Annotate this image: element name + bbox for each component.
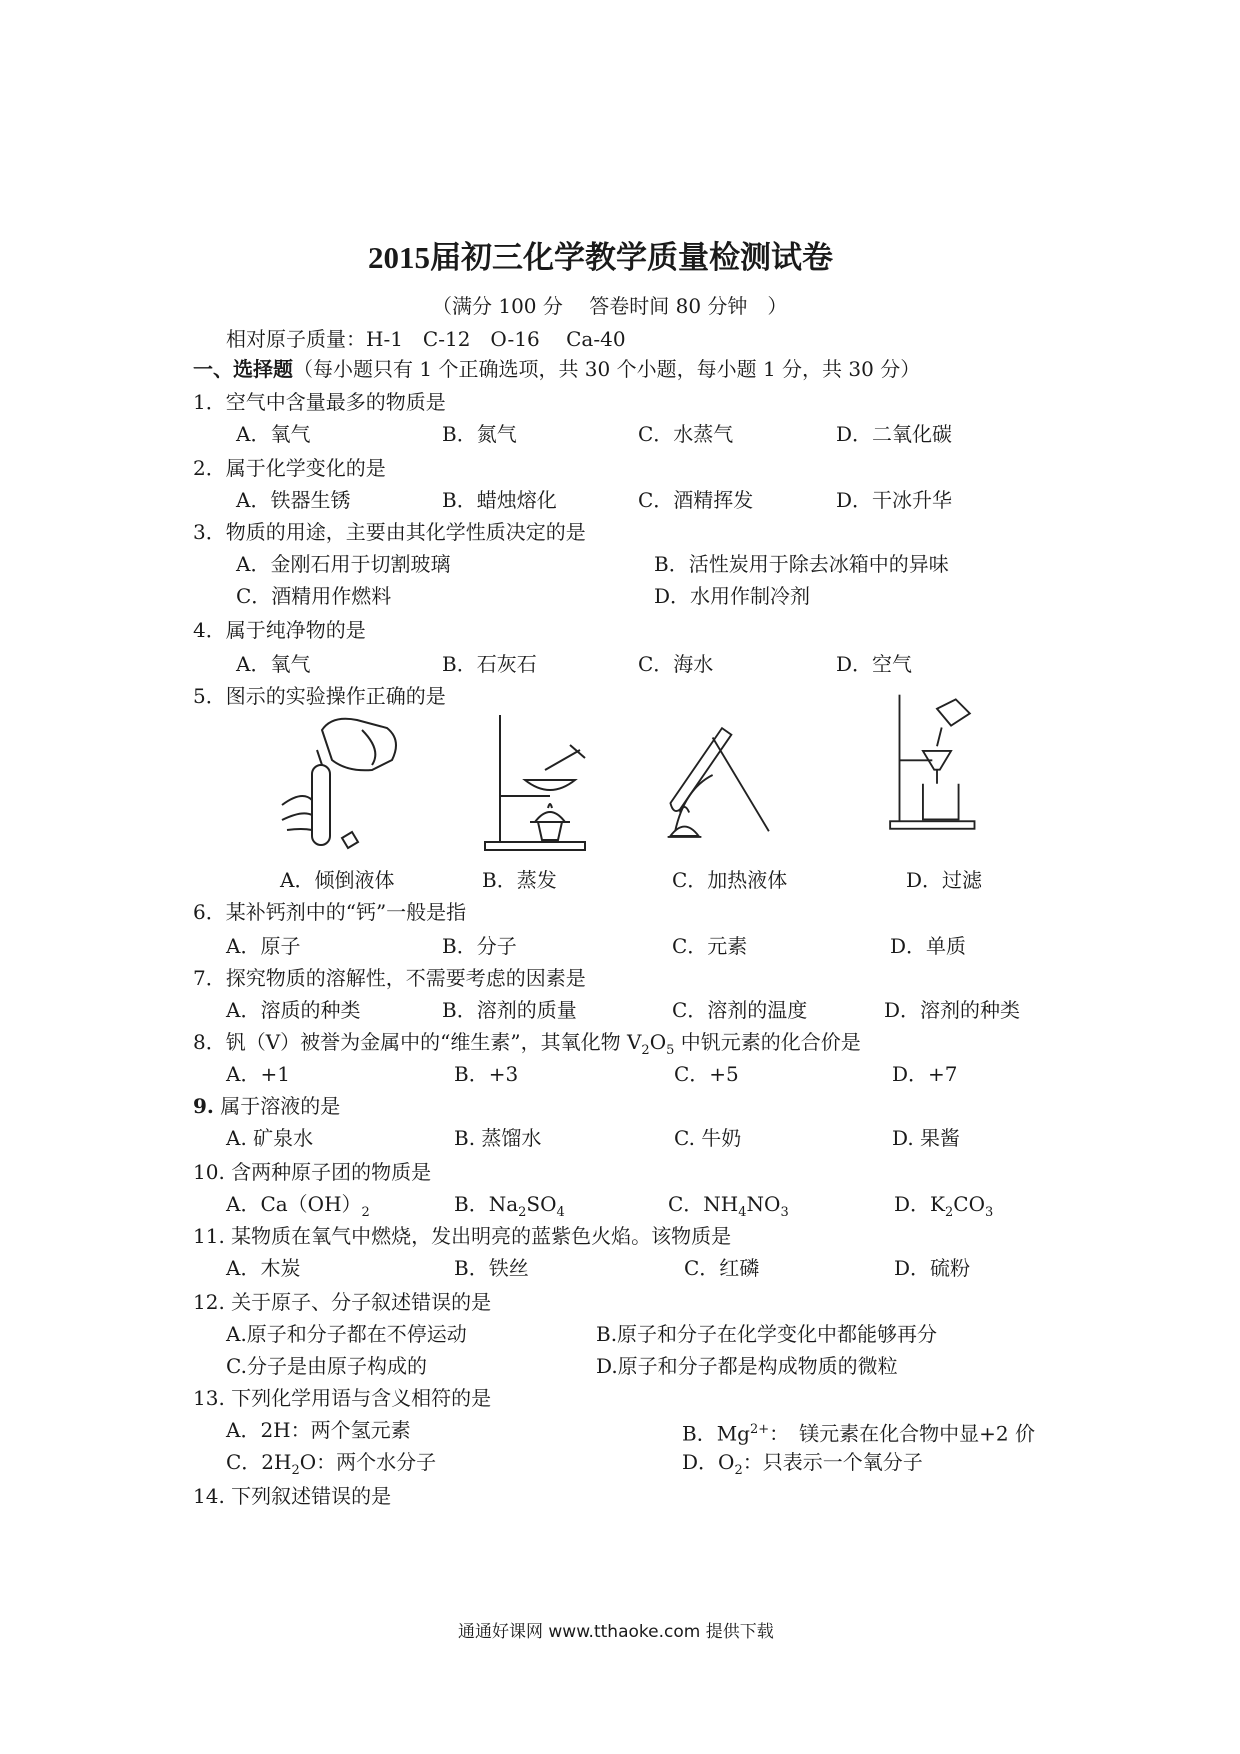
question-10-stem: 10. 含两种原子团的物质是 xyxy=(193,1160,432,1184)
q10-d-sub: 2 xyxy=(944,1205,954,1220)
q2-option-a: A．铁器生锈 xyxy=(236,488,351,512)
q3-option-b: B．活性炭用于除去冰箱中的异味 xyxy=(654,552,949,576)
q4-option-a: A．氧气 xyxy=(236,652,311,676)
section-note: （每小题只有 1 个正确选项，共 30 个小题，每小题 1 分，共 30 分） xyxy=(293,357,921,381)
q13-d-sub: 2 xyxy=(734,1463,743,1478)
q13-b-sup: 2+ xyxy=(749,1422,770,1437)
q7-option-b: B．溶剂的质量 xyxy=(442,998,577,1022)
q10-option-d xyxy=(894,1192,993,1225)
q9-stem-text: 属于溶液的是 xyxy=(213,1094,341,1118)
q7-option-a: A．溶质的种类 xyxy=(226,998,361,1022)
q7-option-c: C．溶剂的温度 xyxy=(672,998,808,1022)
exam-info: （满分 100 分 答卷时间 80 分钟 ） xyxy=(432,294,788,318)
q1-option-c: C．水蒸气 xyxy=(638,422,734,446)
question-13-stem: 13. 下列化学用语与含义相符的是 xyxy=(193,1386,492,1410)
q1-option-d: D．二氧化碳 xyxy=(836,422,953,446)
q13-b-text: B．Mg xyxy=(682,1421,750,1446)
filtration-figure xyxy=(882,690,992,840)
page-title: 2015届初三化学教学质量检测试卷 xyxy=(368,240,833,275)
question-2-stem: 2．属于化学变化的是 xyxy=(193,456,386,480)
section-title: 一、选择题 xyxy=(193,357,293,381)
q13-option-a: A．2H：两个氢元素 xyxy=(226,1418,411,1442)
q6-option-c: C．元素 xyxy=(672,934,748,958)
q9-number: 9. xyxy=(193,1094,214,1118)
q4-option-c: C．海水 xyxy=(638,652,714,676)
q10-option-b xyxy=(454,1192,565,1225)
q10-c-text: NO xyxy=(746,1192,781,1216)
evaporation-figure xyxy=(480,710,610,860)
question-8-stem xyxy=(193,1030,861,1063)
q13-option-d xyxy=(682,1450,923,1483)
q10-b-text: SO xyxy=(526,1192,557,1216)
q9-option-c: C. 牛奶 xyxy=(674,1126,742,1150)
question-5-stem: 5．图示的实验操作正确的是 xyxy=(193,684,446,708)
q5-option-c: C．加热液体 xyxy=(672,868,788,892)
q10-option-c xyxy=(668,1192,789,1225)
q5-option-a: A．倾倒液体 xyxy=(280,868,395,892)
q10-c-sub: 4 xyxy=(738,1205,747,1220)
q10-c-sub: 3 xyxy=(780,1205,789,1220)
question-1-stem: 1．空气中含量最多的物质是 xyxy=(193,390,446,414)
q8-option-a: A．+1 xyxy=(226,1062,290,1086)
q10-d-text: CO xyxy=(953,1192,985,1216)
q11-option-a: A．木炭 xyxy=(226,1256,301,1280)
q13-option-b xyxy=(682,1418,1035,1446)
q13-option-c xyxy=(226,1450,436,1483)
q13-d-text: D．O xyxy=(682,1450,735,1474)
q12-option-a: A.原子和分子都在不停运动 xyxy=(226,1322,467,1346)
q13-c-sub: 2 xyxy=(291,1463,300,1478)
q2-option-b: B．蜡烛熔化 xyxy=(442,488,557,512)
q12-option-d: D.原子和分子都是构成物质的微粒 xyxy=(596,1354,898,1378)
q10-b-text: B．Na xyxy=(454,1192,519,1216)
atomic-masses: 相对原子质量：H-1 C-12 O-16 Ca-40 xyxy=(226,327,626,351)
section-heading xyxy=(193,357,920,381)
q8-stem-text: 8．钒（V）被誉为金属中的“维生素”，其氧化物 V xyxy=(193,1030,642,1054)
q12-option-c: C.分子是由原子构成的 xyxy=(226,1354,427,1378)
question-9-stem xyxy=(193,1094,340,1118)
q8-option-c: C．+5 xyxy=(674,1062,739,1086)
q10-option-a xyxy=(226,1192,370,1225)
q13-d-text: ：只表示一个氧分子 xyxy=(742,1450,923,1474)
question-11-stem: 11. 某物质在氧气中燃烧，发出明亮的蓝紫色火焰。该物质是 xyxy=(193,1224,732,1248)
q13-c-text: O：两个水分子 xyxy=(299,1450,437,1474)
q3-option-c: C．酒精用作燃料 xyxy=(236,584,392,608)
q12-option-b: B.原子和分子在化学变化中都能够再分 xyxy=(596,1322,938,1346)
q6-option-b: B．分子 xyxy=(442,934,517,958)
q13-c-text: C．2H xyxy=(226,1450,292,1474)
q10-c-text: C．NH xyxy=(668,1192,739,1216)
question-3-stem: 3．物质的用途，主要由其化学性质决定的是 xyxy=(193,520,586,544)
q10-b-sub: 2 xyxy=(518,1205,527,1220)
q1-option-b: B．氮气 xyxy=(442,422,517,446)
q5-option-b: B．蒸发 xyxy=(482,868,557,892)
q9-option-a: A. 矿泉水 xyxy=(226,1126,314,1150)
q1-option-a: A．氧气 xyxy=(236,422,311,446)
q8-stem-text: 中钒元素的化合价是 xyxy=(674,1030,861,1054)
q8-stem-text: O xyxy=(649,1030,667,1054)
q8-sub: 2 xyxy=(641,1043,650,1058)
q4-option-b: B．石灰石 xyxy=(442,652,537,676)
question-6-stem: 6．某补钙剂中的“钙”一般是指 xyxy=(193,900,467,924)
q10-a-text: A．Ca（OH） xyxy=(226,1192,362,1216)
q5-option-d: D．过滤 xyxy=(906,868,983,892)
q11-option-b: B．铁丝 xyxy=(454,1256,529,1280)
q9-option-d: D. 果酱 xyxy=(892,1126,961,1150)
q11-option-c: C．红磷 xyxy=(684,1256,760,1280)
q10-d-sub: 3 xyxy=(984,1205,994,1220)
heating-liquid-figure xyxy=(652,700,792,850)
q13-b-text: ： 镁元素在化合物中显+2 价 xyxy=(769,1421,1035,1446)
question-14-stem: 14. 下列叙述错误的是 xyxy=(193,1484,392,1508)
q10-a-sub: 2 xyxy=(361,1205,370,1220)
q11-option-d: D．硫粉 xyxy=(894,1256,971,1280)
q7-option-d: D．溶剂的种类 xyxy=(884,998,1021,1022)
q3-option-d: D．水用作制冷剂 xyxy=(654,584,811,608)
q10-d-text: D．K xyxy=(894,1192,945,1216)
q9-option-b: B. 蒸馏水 xyxy=(454,1126,542,1150)
q6-option-d: D．单质 xyxy=(890,934,967,958)
q2-option-c: C．酒精挥发 xyxy=(638,488,754,512)
pouring-liquid-figure xyxy=(262,710,432,860)
question-4-stem: 4．属于纯净物的是 xyxy=(193,618,366,642)
q10-b-sub: 4 xyxy=(556,1205,565,1220)
q2-option-d: D．干冰升华 xyxy=(836,488,953,512)
page-footer: 通通好课网 www.tthaoke.com 提供下载 xyxy=(458,1622,774,1642)
q6-option-a: A．原子 xyxy=(226,934,301,958)
q8-sub: 5 xyxy=(666,1043,675,1058)
question-12-stem: 12. 关于原子、分子叙述错误的是 xyxy=(193,1290,492,1314)
q8-option-b: B．+3 xyxy=(454,1062,519,1086)
q4-option-d: D．空气 xyxy=(836,652,913,676)
question-7-stem: 7．探究物质的溶解性，不需要考虑的因素是 xyxy=(193,966,586,990)
q8-option-d: D．+7 xyxy=(892,1062,958,1086)
q3-option-a: A．金刚石用于切割玻璃 xyxy=(236,552,451,576)
